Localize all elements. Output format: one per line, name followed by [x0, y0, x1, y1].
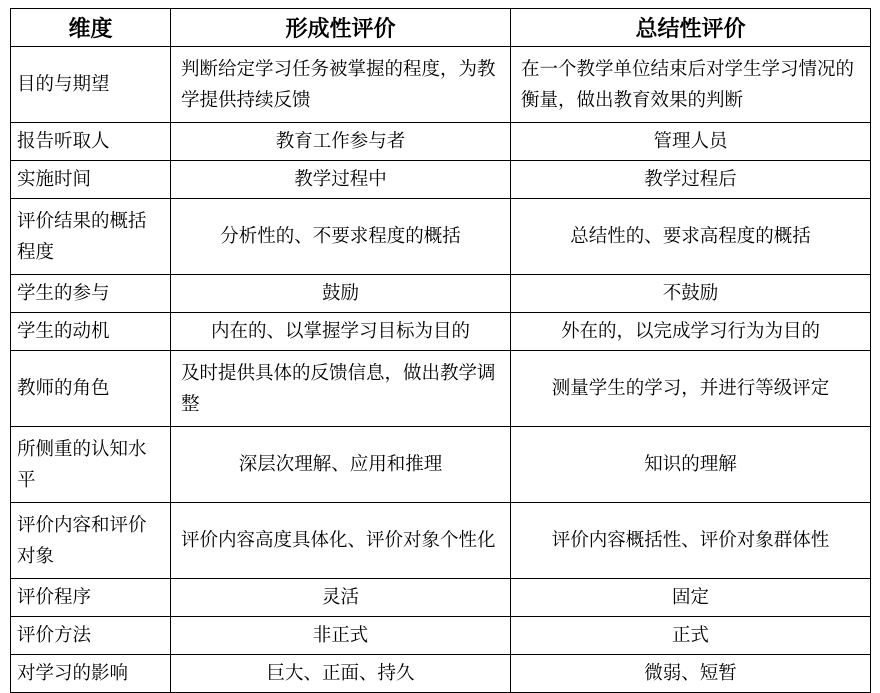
formative-cell: 评价内容高度具体化、评价对象个性化 — [171, 503, 511, 579]
summative-cell: 测量学生的学习，并进行等级评定 — [511, 351, 871, 427]
summative-cell: 知识的理解 — [511, 427, 871, 503]
formative-cell: 巨大、正面、持久 — [171, 655, 511, 693]
dimension-cell: 评价程序 — [11, 579, 171, 617]
table-row — [11, 655, 871, 693]
table-row — [11, 275, 871, 313]
formative-cell: 教育工作参与者 — [171, 123, 511, 161]
formative-cell: 判断给定学习任务被掌握的程度，为教学提供持续反馈 — [171, 47, 511, 123]
comparison-table — [10, 8, 871, 693]
dimension-cell: 对学习的影响 — [11, 655, 171, 693]
dimension-cell: 学生的参与 — [11, 275, 171, 313]
summative-cell: 总结性的、要求高程度的概括 — [511, 199, 871, 275]
table-row — [11, 161, 871, 199]
dimension-cell: 实施时间 — [11, 161, 171, 199]
formative-cell: 灵活 — [171, 579, 511, 617]
summative-cell: 固定 — [511, 579, 871, 617]
dimension-cell: 评价内容和评价对象 — [11, 503, 171, 579]
formative-cell: 及时提供具体的反馈信息，做出教学调整 — [171, 351, 511, 427]
summative-cell: 正式 — [511, 617, 871, 655]
dimension-cell: 教师的角色 — [11, 351, 171, 427]
summative-cell: 教学过程后 — [511, 161, 871, 199]
table-row — [11, 617, 871, 655]
summative-cell: 外在的，以完成学习行为为目的 — [511, 313, 871, 351]
summative-cell: 管理人员 — [511, 123, 871, 161]
header-formative: 形成性评价 — [171, 9, 511, 47]
table-row — [11, 123, 871, 161]
formative-cell: 教学过程中 — [171, 161, 511, 199]
header-summative: 总结性评价 — [511, 9, 871, 47]
summative-cell: 在一个教学单位结束后对学生学习情况的衡量，做出教育效果的判断 — [511, 47, 871, 123]
formative-cell: 分析性的、不要求程度的概括 — [171, 199, 511, 275]
table-row — [11, 199, 871, 275]
formative-cell: 深层次理解、应用和推理 — [171, 427, 511, 503]
header-dimension: 维度 — [11, 9, 171, 47]
formative-cell: 内在的、以掌握学习目标为目的 — [171, 313, 511, 351]
dimension-cell: 所侧重的认知水平 — [11, 427, 171, 503]
formative-cell: 非正式 — [171, 617, 511, 655]
table-row — [11, 351, 871, 427]
dimension-cell: 评价方法 — [11, 617, 171, 655]
dimension-cell: 学生的动机 — [11, 313, 171, 351]
summative-cell: 评价内容概括性、评价对象群体性 — [511, 503, 871, 579]
summative-cell: 不鼓励 — [511, 275, 871, 313]
dimension-cell: 目的与期望 — [11, 47, 171, 123]
dimension-cell: 评价结果的概括程度 — [11, 199, 171, 275]
table-row — [11, 503, 871, 579]
dimension-cell: 报告听取人 — [11, 123, 171, 161]
table-row — [11, 579, 871, 617]
summative-cell: 微弱、短暂 — [511, 655, 871, 693]
header-row — [11, 9, 871, 47]
table-row — [11, 313, 871, 351]
table-row — [11, 47, 871, 123]
table-row — [11, 427, 871, 503]
formative-cell: 鼓励 — [171, 275, 511, 313]
